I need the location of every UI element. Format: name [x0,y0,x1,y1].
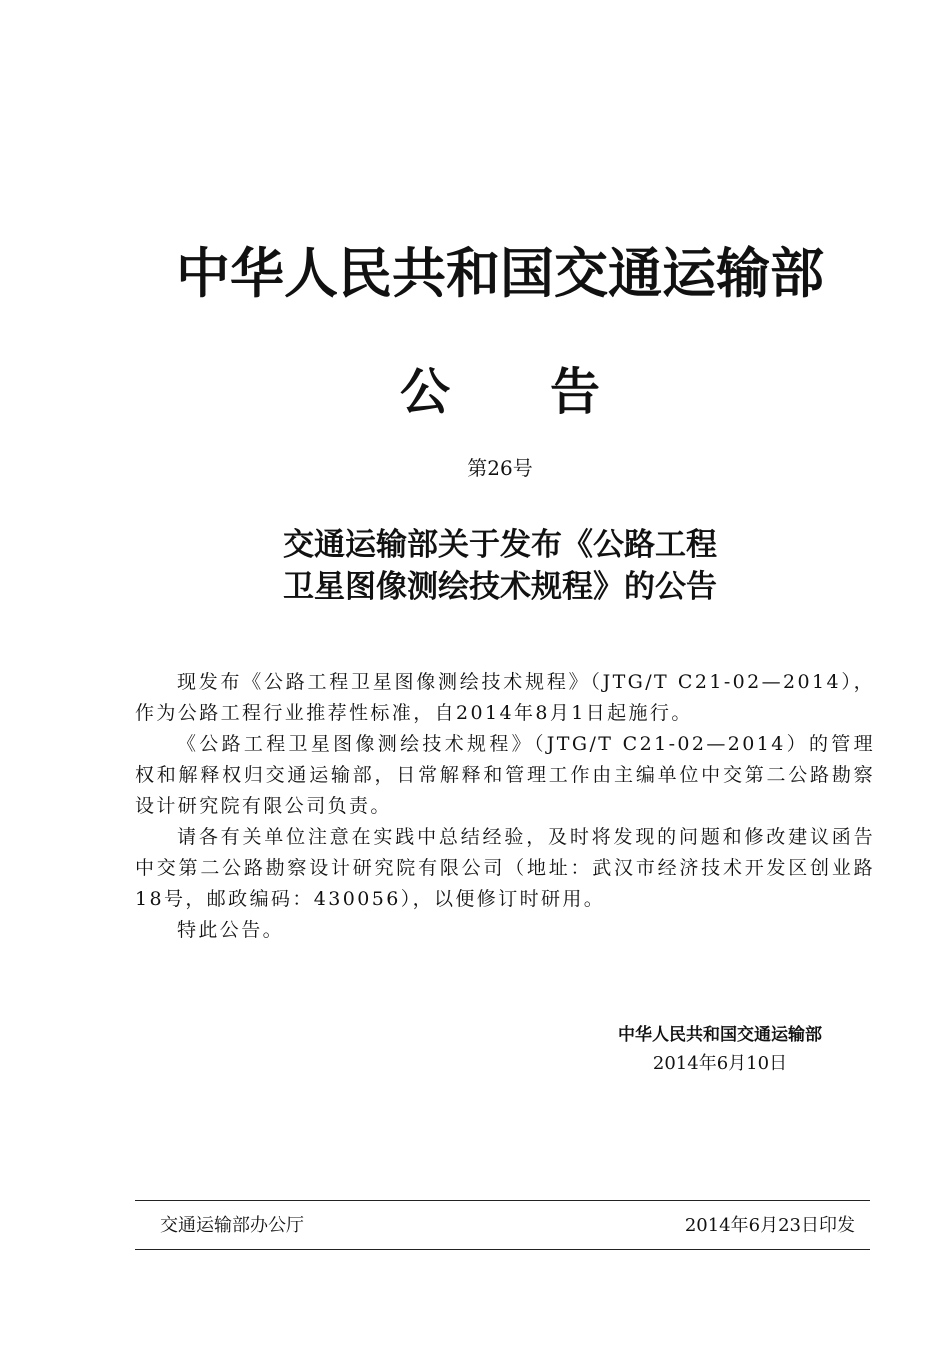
document-kind-heading [0,362,950,422]
signature-date: 2014年6月10日 [652,1053,788,1074]
footer-bottom-rule [135,1249,870,1250]
footer-top-rule [135,1200,870,1201]
body-paragraph-2: 《公路工程卫星图像测绘技术规程》（JTG/T C21-02—2014）的管理权和解释权归交通运输部，日常解释和管理工作由主编单位中交第二公路勘察设计研究院有限公司负责。 [135,733,875,817]
issuer-title: 中华人民共和国交通运输部 [176,242,824,305]
announcement-body [135,667,875,946]
document-kind-char-1: 公 [400,363,450,421]
signature-organization: 中华人民共和国交通运输部 [618,1025,822,1045]
announcement-title [0,524,950,608]
announcement-title-line-2: 卫星图像测绘技术规程》的公告 [283,569,717,605]
announcement-title-line-1: 交通运输部关于发布《公路工程 [283,527,717,563]
body-paragraph-1: 现发布《公路工程卫星图像测绘技术规程》（JTG/T C21-02—2014），作为公路工程行业推荐性标准，自2014年8月1日起施行。 [135,671,875,724]
body-paragraph-4: 特此公告。 [177,919,285,941]
document-number: 第26号 [467,456,533,480]
footer-print-date: 2014年6月23日印发 [684,1215,855,1236]
signature-block [560,1021,880,1079]
document-kind-char-2: 告 [550,363,600,421]
body-paragraph-3: 请各有关单位注意在实践中总结经验，及时将发现的问题和修改建议函告中交第二公路勘察设计研究院有限公司（地址：武汉市经济技术开发区创业路18号，邮政编码：430056），以便修订时研用。 [135,826,875,910]
footer-office: 交通运输部办公厅 [160,1215,304,1236]
